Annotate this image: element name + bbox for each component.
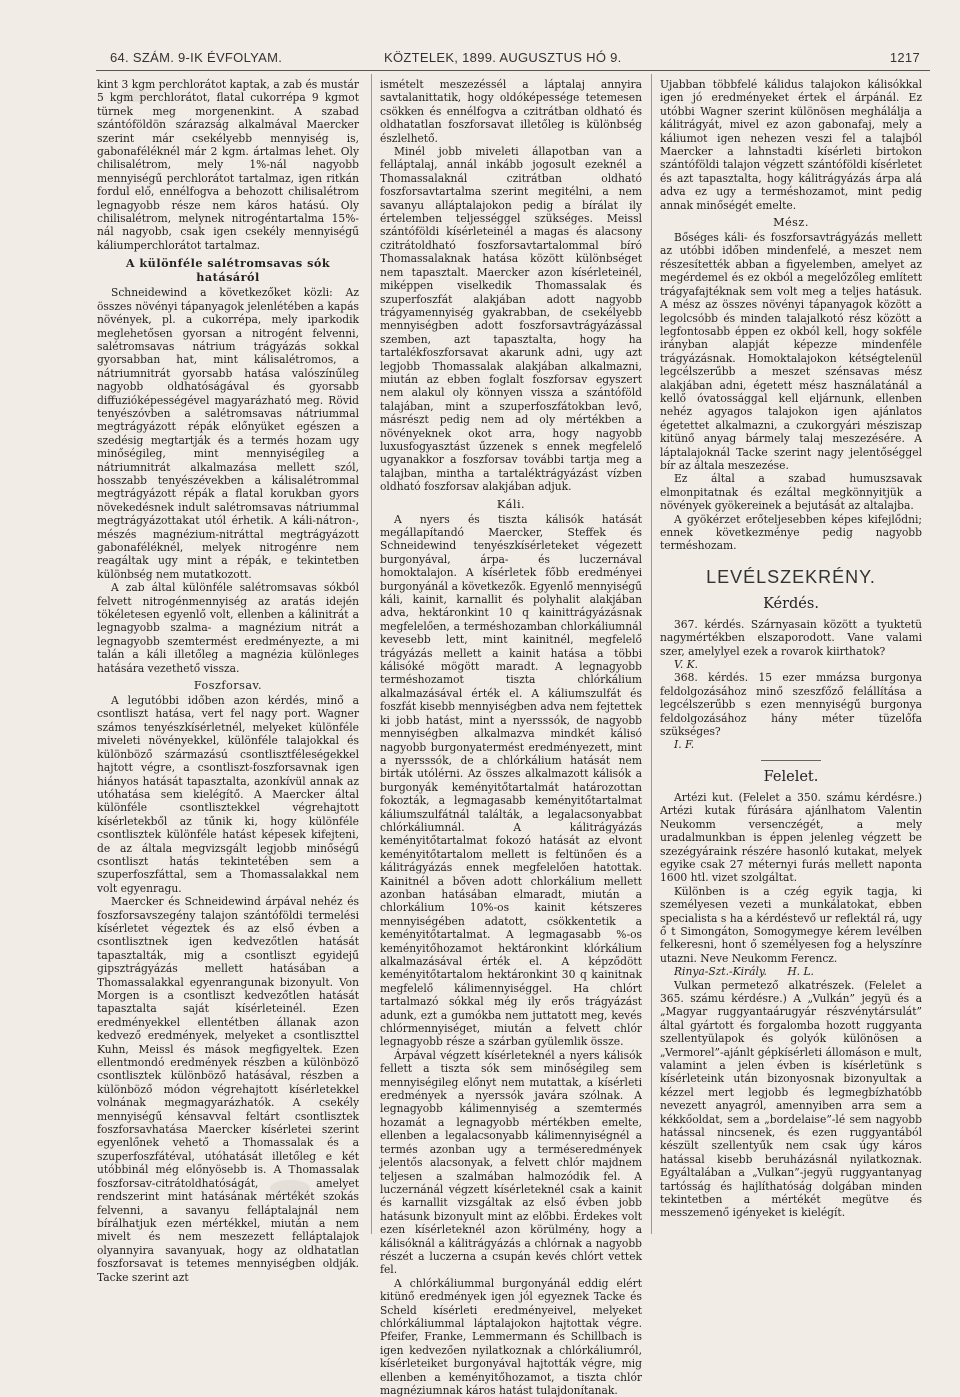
answer: Vulkan permetező alkatrészek. (Felelet a 365. számu kérdésre.) A „Vulkán” jegyü és a „Magyar ruggyantaárugyár részvénytársulát” által gyártott és forgalomba hozott ruggyanta szellentyülapok és golyók különösen a „Vermorel”-ajánlt gépkísérleti állomáson e mult, valamint a jelen évben is kísérletünk s kísérleteink után bizonyosnak bizonyultak a kézzel mert legjobb és legmegbízhatóbb nevezett anyagról, amennyiben arra sem a kékkőoldat, sem a „bordelaise”-lé sem nagyobb hatással nincsenek, és ezen ruggyantából készült szellentyűk nem csak úgy káros hatással kisebb beruházásnál nyilatkoznak. Egyáltalában a „Vulkan”-jegyü ruggyantanyag tartósság és hajlíthatóság dolgában minden tekintetben a mértékét megütve és messzemenő igényeket is kielégít. bbox=[660, 978, 922, 1220]
answer: Különben is a czég egyik tagja, ki személyesen vezeti a munkálatokat, ebben specialista s ha a kérdéstevő ur reflektál rá, ugy ő t Simongáton, Somogymegye kérem levélben felkeresni, hont ő személyesen fog a helyszínre utazni. Neve Neukomm Ferencz. bbox=[660, 884, 922, 965]
issue-number: 64. SZÁM. 9-IK ÉVFOLYAM. bbox=[110, 50, 283, 65]
paragraph: ismételt meszezéssél a láptalaj annyira savtalanittatik, hogy oldóképessége tetemesen csökken és ennélfogva a czitrátban oldható és oldhatatlan foszforsavat illetőleg is különbség észlelhető. bbox=[380, 78, 642, 145]
paragraph: Ujabban többfelé kálidus talajokon kálisókkal igen jó eredményeket értek el árpánál. Ez utóbbi Wagner szerint különösen meghálálja a kálitrágyát, mivel ez azon gabonafaj, mely a káliumot igen nehezen veszi fel a talajból Maercker a lahnstadti kísérleti birtokon szántóföldi talajon végzett szántóföldi kísérletet és azt tapasztalta, hogy kálitrágyázás árpa alá adva ez ugy a terméshozamot, mint pedig annak minőségét emelte. bbox=[660, 78, 922, 212]
answers-heading: Felelet. bbox=[763, 768, 819, 785]
paragraph: A chlórkáliummal burgonyánál eddig elért kitünő eredmények igen jól egyeznek Tacke és Scheld kísérleti eredményeivel, melyeket chlórkáliummal láptalajokon hajtottak végre. Pfeifer, Franke, Lemmermann és Schillbach is igen kedvezően nyilatkoznak a chlórkáliumról, kísérleteiket burgonyával hajtották végre, mig ellenben a keményitőhozamot, a tiszta chlór magnéziumnak káros hatást tulajdonítanak. bbox=[380, 1276, 642, 1397]
header-rule bbox=[96, 70, 930, 71]
signature-initials: H. L. bbox=[787, 965, 814, 979]
answer: Artézi kut. (Felelet a 350. számu kérdésre.) Artézi kutak fúrására ajánlhatom Valentin Neukomm versenczégét, a mely uradalmunkban is éppen jelenleg végzett be szezégyáraink részére hasonló kutakat, melyek egyike csak 27 méternyi furás mellett naponta 1600 htl. vizet szolgáltat. bbox=[660, 790, 922, 885]
paragraph: A zab által különféle salétromsavas sókból felvett nitrogénmennyiség az aratás idején tökéletesen egyenlő volt, ellenben a kálinitrát a legnagyobb szalma- a magnézium nitrát a legnagyobb szemtermést eredményezte, a mi talán a káli illetőleg a magnézia különleges hatására vezethető vissza. bbox=[97, 581, 359, 675]
paragraph: Minél jobb miveleti állapotban van a felláptalaj, annál inkább jogosult ezeknél a Thomassalaknál czitrátban oldható foszforsavtartalma szerint megitélni, a nem savanyu alláptalajokon pedig a bírálat ily értelemben teljességgel szükséges. Meissl szántóföldi kísérleteinél a magas és alacsony czitrátoldható foszforsavtartalommal bíró Thomassalaknak hatása között különbséget nem tapasztalt. Maercker azon kísérleteinél, miképpen viselkedik Thomassalak és szuperfoszfát alakjában adott nagyobb trágyamennyiség gyakrabban, de csekélyebb mennyiségben adott foszforsavtrágyázással szemben, azt tapasztalta, hogy ha tartalékfoszforsavat akarunk adni, ugy azt legjobb Thomassalak alakjában alkalmazni, miután az ebben foglalt foszforsav egyszert nem alakul oly könnyen vissza a szántóföld talajában, mint a szuperfoszfátokban levő, másrészt pedig nem ad oly mértékben a növényeknek okot arra, hogy nagyobb luxusfogyasztást űzzenek s ennek megfelelő ugyanakkor a foszforsav további tartja meg a talajban, mintha a tartaléktrágyázást vízben oldható foszforsav alakjában adjuk. bbox=[380, 145, 642, 494]
section-heading: Káli. bbox=[496, 497, 526, 511]
question: 367. kérdés. Szárnyasain között a tyuktetü nagymértékben elszaporodott. Vane valami szer, amelylyel ezek a rovarok kiirthatok? bbox=[660, 617, 922, 658]
section-heading: Foszforsav. bbox=[193, 679, 263, 693]
paragraph: Bőséges káli- és foszforsavtrágyázás mellett az utóbbi időben mindenfelé, a meszet nem részesítették abban a figyelemben, amelyet az megérdemel és ez okból a megelőzőleg említett trágyafajtéknak sem volt meg a teljes hatásuk. A mész az összes növényi tápanyagok között a legolcsóbb és minden talajalkotó rész között a legfontosabb éppen ez okból kell, hogy sokféle irányban alapját képezze mindenféle trágyázásnak. Homoktalajokon kétségtelenül legcélszerűbb a meszet szénsavas mész alakjában adni, égetett mész használatánál a kellő óvatossággal kell eljárnunk, ellenben nehéz agyagos talajokon igen ajánlatos égetettet alkalmazni, a czukorgyári mésziszap kitünő anyag bármely talaj meszezésére. A láptalajoknál Tacke szerint nagy jelentőséggel bír az általa meszezése. bbox=[660, 231, 922, 472]
column-divider bbox=[371, 74, 372, 1234]
publication-date: KÖZTELEK, 1899. AUGUSZTUS HÓ 9. bbox=[384, 50, 622, 65]
column-2 bbox=[380, 78, 642, 1397]
column-3 bbox=[660, 78, 922, 1238]
column-divider bbox=[651, 74, 652, 1234]
paragraph: Árpával végzett kísérleteknél a nyers kálisók fellett a tiszta sók sem minőségileg sem mennyiségileg előnyt nem mutattak, a kísérleti eredmények a nyerssók javára szólnak. A legnagyobb kálimennyiség a szemtermés hozamát a legnagyobb mértékben emelte, ellenben a legalacsonyabb kálimennyiségnél a termés azonban ugy a terméseredmények jelentős alacsonyak, a felvett chlór majdnem teljesen a szalmában halmozódik fel. A luczernánál végzett kísérleteknél csak a kainit és karnallit vizsgáltak az első évben jobb hatásunk bizonyult mint az előbbi. Érdekes volt ezen kísérleteknél azon körülmény, hogy a kálisóknál a kálitrágyázás a chlórnak a nagyobb részét a luczerna a csupán kevés chlórt vettek fel. bbox=[380, 1048, 642, 1277]
question: 368. kérdés. 15 ezer mmázsa burgonya feldolgozásához minő szeszfőző felállítása a legcélszerűbb s ezen mennyiségű burgonya feldolgozásához hány méter tüzelőfa szükséges? bbox=[660, 671, 922, 739]
paragraph: A gyökérzet erőteljesebben képes kifejlődni; ennek következménye pedig nagyobb terméshozam. bbox=[660, 512, 922, 553]
section-heading: A különféle salétromsavas sók hatásáról bbox=[125, 256, 331, 285]
paper-stain bbox=[270, 1180, 310, 1196]
paragraph: A nyers és tiszta kálisók hatását megállapítandó Maercker, Steffek és Schneidewind tenyészkísérleteket végezett burgonyával, árpa- és luczernával homoktalajon. A kísérletek főbb eredményei burgonyánál a következők. Egyenlő mennyiségű káli, kainit, karnallit és polyhalit alakjában adva, hektáronkint 10 q kainittrágyázásnak megfelelően, a terméshozamban chlorkáliumnál kevesebb lett, mint kainitnél, megfelelő trágyázás mellett a kainit hatása a többi kálisóké mögött maradt. A legnagyobb terméshozamot tiszta chlórkálium alkalmazásával érték el. A káliumszulfát és foszfát kisebb mennyiségben adva nem fejtettek ki jobb hatást, mint a nyersssók, de nagyobb mennyiségben alkalmazva mindkét kálisó nagyobb burgonyatermést eredményezett, mint a nyersssók, de a chlórkálium hatását nem birták utólérni. Az összes alkalmazott kálisók a burgonyák keményitőtartalmát határozottan fokozták, a legmagasabb keményitőtartalmat káliumszulfátnál találták, a legalacsonyabbat chlórkáliumnál. A kálitrágyázás keményitőtartalmat fokozó hatását az elvont keményitőtartalom mellett is feltünően és a kálitrágyázás ennek megfelelően hatottak. Kainitnél a bőven adott chlorkálium mellett azonban hatásában elmaradt, miután a chlorkálium 10%-os kainit kétszeres mennyiségében adatott, csökkentetik a keményitőtartalmat. A legmagasabb %-os keményitőhozamot hektáronkint klórkálium alkalmazásával érték el. A képződött keményitőtartalom hektáronkint 30 q kainitnak megfelelő kálimennyiséggel. Ha chlórt tartalmazó sókkal még ily erős trágyázást adunk, ezt a gumókba nem juttatott meg, kevés chlórmennyiséget, miután a felvett chlór legnagyobb része a szárban gyülemlik össze. bbox=[380, 512, 642, 1049]
column-1 bbox=[97, 78, 359, 1284]
section-title: LEVÉLSZEKRÉNY. bbox=[706, 566, 876, 587]
signature: V. K. bbox=[674, 658, 699, 672]
page-header bbox=[96, 48, 930, 72]
signature: I. F. bbox=[674, 738, 695, 752]
page-number: 1217 bbox=[889, 50, 920, 65]
paragraph: Maercker és Schneidewind árpával nehéz és foszforsavszegény talajon szántóföldi termelési kísérletet végeztek és az első évben a csontlisztnek igen kedvezőtlen hatását tapasztalták, mig a csontliszt egyidejű gipsztrágyázás mellett hatásában a Thomassalakkal egyenrangunak bizonyult. Von Morgen is a csontliszt kedvezőtlen hatását tapasztalta saját kísérleteinél. Ezen eredményekkel ellentétben állanak azon kedvező eredmények, melyeket a csontliszttel Kuhn, Meissl és mások megfigyeltek. Ezen ellentmondó eredmények részben a különböző csontlisztek különböző hatásával, részben a különböző módon végrehajtott kísérletekkel volnának megmagyarázhatók. A csekély mennyiségű kénsavval feltárt csontlisztek foszforsavhatása Maercker kísérletei szerint egyenlőnek vehető a Thomassalak és a szuperfoszfátéval, utóhatását illetőleg e két utóbbinál még előnyösebb is. A Thomassalak foszforsav-citrátoldhatóságát, amelyet rendszerint mint hatásának mértékét szokás felvenni, a savanyu felláptalajnál nem bírálhatjuk ezen mértékkel, miután a nem mivelt és nem meszezett felláptalajok olyannyira savanyuak, hogy az oldhatatlan foszforsavat is tetemes mennyiségben oldják. Tacke szerint azt bbox=[97, 895, 359, 1284]
paragraph: Schneidewind a következőket közli: Az összes növényi tápanyagok jelenlétében a kapás növények, pl. a cukorrépa, mely iparkodik meglehetősen gyorsan a nitrogént felvenni, salétromsavas nátrium trágyázás sokkal gyorsabban hat, mint kálisalétromos, a nátriumnitrát gyorsabb hatása valószínűleg nagyobb oldhatóságával és gyorsabb diffuzióképességével magyarázható meg. Rövid tenyészóvben a salétromsavas nátriummal megtrágyázott répák előnyüket egészen a szedésig megtartják és a termés hozam ugy minőségileg, mint mennyiségileg a nátriumnitrát alkalmazása mellett szól, hosszabb tenyészévekben a kálisalétrommal megtrágyázott répák a flatal korukban gyors növekedésnek indult salétromsavas nátriummal megtrágyázottakat utól érhetik. A káli-nátron-, mészés magnézium-nitráttal megtrágyázott gabonaféléknél, melyek nitrogénre nem reagáltak ugy mint a répák, e tekintetben különbség nem mutatkozott. bbox=[97, 286, 359, 581]
questions-heading: Kérdés. bbox=[763, 595, 819, 612]
signature-place: Rinya-Szt.-Király. bbox=[674, 965, 767, 979]
section-heading: Mész. bbox=[773, 216, 809, 230]
divider bbox=[761, 760, 821, 761]
signature bbox=[660, 965, 922, 978]
paragraph: kint 3 kgm perchlorátot kaptak, a zab és mustár 5 kgm perchlorátot, flatal cukorrépa 9 kgmot türnek meg morgenenkint. A szabad szántóföldön szárazság alkalmával Maercker szerint már csekélyebb mennyiség is, gabonaféléknél már 2 kgm. ártalmas lehet. Oly chilisalétrom, mely 1%-nál nagyobb mennyiségű perchlorátot tartalmaz, igen ritkán fordul elő, ennélfogva a behozott chilisalétrom legnagyobb része nem káros hatású. Oly chilisalétrom, melynek nitrogéntartalma 15%-nál nagyobb, csak igen csekély mennyiségű káliumperchlorátot tartalmaz. bbox=[97, 78, 359, 252]
paper-stain bbox=[120, 90, 150, 102]
paragraph: Ez által a szabad humuszsavak elmonpitatnak és ezáltal megkönnyitjük a növények gyökereinek a bejutását az altalajba. bbox=[660, 472, 922, 513]
paragraph: A legutóbbi időben azon kérdés, minő a csontliszt hatása, vert fel nagy port. Wagner számos tenyészkísérletnél, melyeket különféle miveleti növényekkel, különféle talajokkal és különböző származású csontlisztféleségekkel hajtott végre, a csontliszt-foszforsavnak igen hiányos hatását tapasztalta, azonkívül annak az utóhatása sem kielégítő. A Maercker által különféle csontlisztekkel végrehajtott kísérletekből az tűnik ki, hogy különféle csontlisztek különféle hatást képesek kifejteni, de az általa megvizsgált legjobb minőségű csontliszt hatás tekintetében sem a szuperfoszfáttal, sem a Thomassalakkal nem volt egyenragu. bbox=[97, 694, 359, 895]
